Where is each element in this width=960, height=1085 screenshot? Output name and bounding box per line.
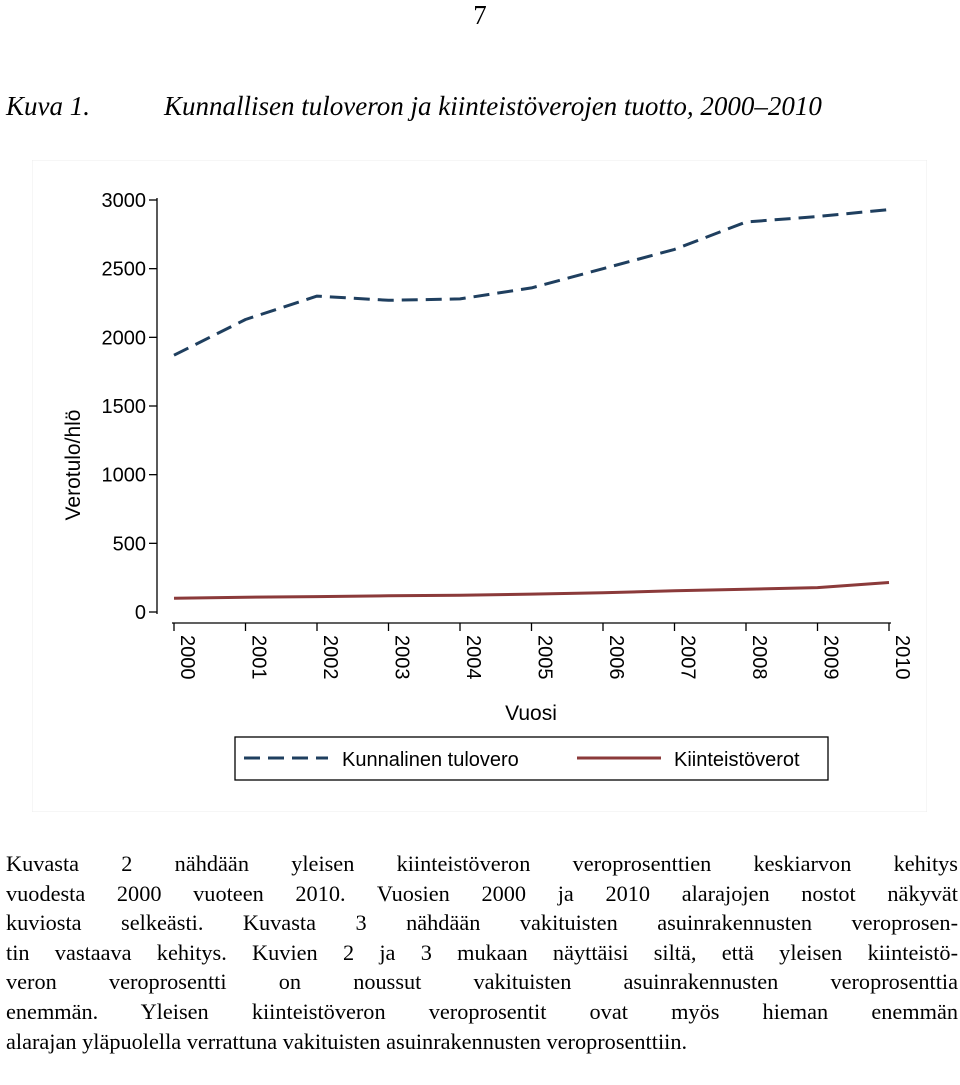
x-tick-label: 2008 <box>748 635 770 680</box>
y-tick-label: 2500 <box>101 258 146 281</box>
y-tick-label: 0 <box>134 602 146 624</box>
y-axis-label: Verotulo/hlö <box>62 409 85 521</box>
chart-svg <box>32 160 927 812</box>
x-tick-label: 2007 <box>676 635 699 680</box>
x-tick-label: 2009 <box>819 635 842 680</box>
page-number: 7 <box>473 0 487 30</box>
body-line: Kuvasta 2 nähdään yleisen kiinteistöveron veroprosenttien keskiarvon kehitys <box>6 851 958 876</box>
chart-background <box>32 160 927 812</box>
body-line: veron veroprosentti on noussut vakituisten asuinrakennusten veroprosenttia <box>6 969 958 995</box>
body-line: alarajan yläpuolella verrattuna vakituisten asuinrakennusten veroprosenttiin. <box>6 1028 688 1054</box>
figure-label: Kuva 1. <box>6 91 90 121</box>
body-line: enemmän. Yleisen kiinteistöveron veroprosentit ovat myös hieman enemmän <box>6 998 958 1024</box>
x-tick-label: 2005 <box>533 635 556 680</box>
legend-label-kiinteistoverot: Kiinteistöverot <box>674 749 800 771</box>
body-line: kuviosta selkeästi. Kuvasta 3 nähdään vakituisten asuinrakennusten veroprosen- <box>6 910 958 936</box>
figure-title: Kunnallisen tuloveron ja kiinteistöverojen tuotto, 2000–2010 <box>164 91 822 121</box>
x-tick-label: 2003 <box>390 635 413 680</box>
legend <box>235 737 828 780</box>
y-tick-label: 1000 <box>101 464 146 487</box>
body-paragraph <box>6 849 958 1056</box>
y-tick-label: 2000 <box>101 327 146 350</box>
x-tick-label: 2002 <box>319 635 341 680</box>
y-tick-label: 3000 <box>101 190 146 212</box>
body-line: tin vastaava kehitys. Kuvien 2 ja 3 mukaan näyttäisi siltä, että yleisen kiinteistö- <box>6 939 958 965</box>
x-axis-label: Vuosi <box>505 702 557 725</box>
figure-caption <box>6 91 946 122</box>
x-tick-label: 2001 <box>247 635 270 680</box>
legend-label-tulovero: Kunnalinen tulovero <box>342 749 519 771</box>
x-tick-label: 2004 <box>462 635 484 680</box>
body-line: vuodesta 2000 vuoteen 2010. Vuosien 2000 ja 2010 alarajojen nostot näkyvät <box>6 880 958 906</box>
y-tick-label: 1500 <box>101 396 146 418</box>
x-tick-label: 2006 <box>605 635 627 680</box>
x-tick-label: 2010 <box>891 635 913 680</box>
chart <box>32 160 927 812</box>
y-tick-label: 500 <box>112 533 146 556</box>
x-tick-label: 2000 <box>176 635 198 680</box>
